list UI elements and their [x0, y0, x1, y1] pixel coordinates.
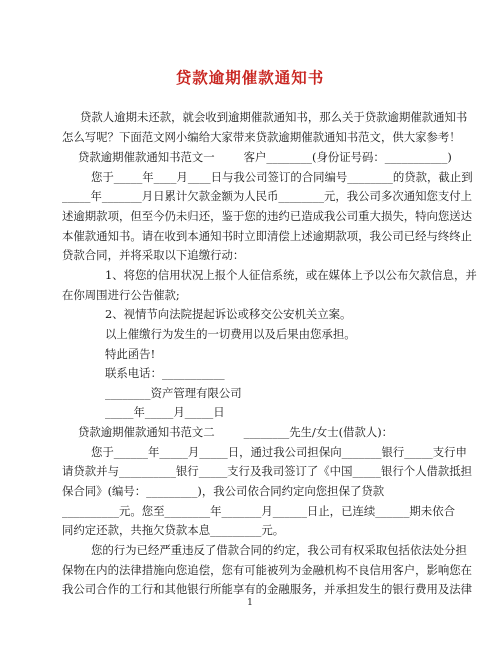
paragraph-line: 2、视情节向法院提起诉讼或移交公安机关立案。	[105, 307, 352, 321]
paragraph-line: 述逾期款项，但至今仍未归还，鉴于您的违约已造成我公司重大损失，特向您送达	[62, 209, 473, 223]
paragraph-line: 在你周围进行公告催款;	[62, 288, 180, 302]
document-title: 贷款逾期催款通知书	[175, 68, 325, 87]
paragraph-line: 保合同》(编号：_________)，我公司依合同约定向您担保了贷款	[62, 484, 385, 498]
contact-phone-line: 联系电话：___________	[105, 366, 225, 380]
paragraph-line: 保物在内的法律措施向您追偿，您有可能被列为金融机构不良信用客户，影响您在	[62, 563, 473, 577]
paragraph-line: 您的行为已经严重违反了借款合同的约定，我公司有权采取包括依法处分担	[91, 543, 467, 557]
section-heading-line: 贷款逾期催款通知书范文一 客户________(身份证号码：___________)	[78, 150, 452, 164]
paragraph-line: 贷款人逾期未还款，就会收到逾期催款通知书，那么关于贷款逾期催款通知书	[80, 110, 468, 124]
company-line: ________资产管理有限公司	[105, 386, 242, 400]
paragraph-line: 特此函告!	[105, 347, 156, 361]
paragraph-line: 贷款合同，并将采取以下追缴行动：	[62, 248, 245, 262]
paragraph-line: __________元。您至________年_______月______日止，已连续______期未依合	[62, 504, 455, 518]
paragraph-line: 您于_____年____月____日与我公司签订的合同编号________的贷款，截止到	[91, 170, 473, 184]
paragraph-line: 同约定还款，共拖欠贷款本息_________元。	[62, 523, 285, 537]
paragraph-line: 我公司合作的工行和其他银行所能享有的金融服务，并承担发生的银行费用及法律	[62, 582, 473, 596]
date-line: _____年_____月_____日	[105, 405, 225, 419]
paragraph-line: 以上催缴行为发生的一切费用以及后果由您承担。	[105, 327, 356, 341]
paragraph-line: 怎么写呢？下面范文网小编给大家带来贷款逾期催款通知书范文，供大家参考！	[62, 130, 461, 144]
paragraph-line: _____年_______月日累计欠款金额为人民币________元，我公司多次通知您支付上	[62, 189, 473, 203]
paragraph-line: 请贷款并与__________银行_____支行及我司签订了《中国_____银行个人借款抵担	[62, 464, 473, 478]
paragraph-line: 您于______年_____月_____日，通过我公司担保向_______银行_____支行申	[91, 445, 467, 459]
paragraph-line: 1、将您的信用状况上报个人征信系统，或在媒体上予以公布欠款信息，并	[105, 268, 477, 282]
page-number: 1	[247, 598, 253, 608]
section-heading-line: 贷款逾期催款通知书范文二 ________先生/女士(借款人)：	[78, 425, 394, 439]
paragraph-line: 本催款通知书。请在收到本通知书时立即清偿上述逾期款项，我公司已经与终终止	[62, 229, 473, 243]
